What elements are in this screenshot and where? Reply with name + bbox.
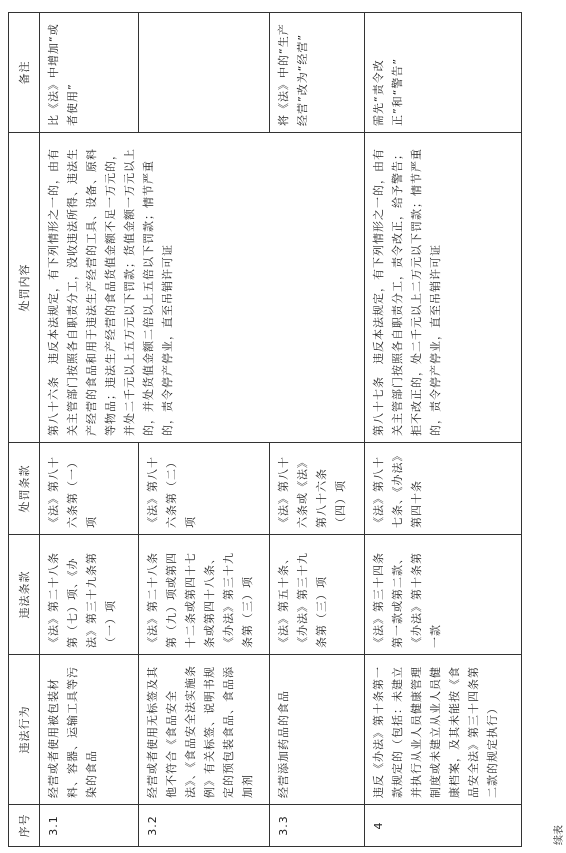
cell-penalty: 《法》第八十六条或《法》第八十六条（四）项 xyxy=(270,443,365,535)
penalty-table xyxy=(8,12,522,847)
cell-seq: 3.3 xyxy=(270,805,365,847)
header-violation: 违法条款 xyxy=(9,535,40,655)
header-penalty: 处罚条款 xyxy=(9,443,40,535)
cell-remark: 将《法》中的“生产经营”改为“经营” xyxy=(270,13,365,133)
cell-violation: 《法》第五十条、《办法》第三十九条第（三）项 xyxy=(270,535,365,655)
cell-behavior: 违反《办法》第十条第一款规定的（包括：未建立并执行从业人员健康管理制度或未建立从业人员健康档案，及其未能按《食品安全法》第三十四条第二款的规定执行） xyxy=(365,655,522,805)
table-row xyxy=(365,13,522,847)
cell-content: 第八十七条 违反本法规定，有下列情形之一的，由有关主管部门按照各自职责分工，责令改正，给予警告；拒不改正的，处二千元以上二万元以下罚款；情节严重的，责令停产停业，直至吊销许可证 xyxy=(365,133,522,443)
cell-remark: 比《法》中增加“或者使用” xyxy=(40,13,139,133)
cell-seq: 3.1 xyxy=(40,805,139,847)
header-row xyxy=(9,13,40,847)
header-behavior: 违法行为 xyxy=(9,655,40,805)
cell-penalty: 《法》第八十六条第（一）项 xyxy=(40,443,139,535)
cell-behavior: 经营或者使用无标签及其他不符合《食品安全法》、《食品安全法实施条例》有关标签、说明书规定的预包装食品、食品添加剂 xyxy=(139,655,270,805)
cell-seq: 3.2 xyxy=(139,805,270,847)
cell-penalty: 《法》第八十六条第（二）项 xyxy=(139,443,270,535)
header-remark: 备注 xyxy=(9,13,40,133)
cell-penalty: 《法》第八十七条、《办法》第四十条 xyxy=(365,443,522,535)
cell-violation: 《法》第二十八条第（七）项、《办法》第三十九条第（一）项 xyxy=(40,535,139,655)
cell-seq: 4 xyxy=(365,805,522,847)
cell-remark: 需先“责令改正”和“警告” xyxy=(365,13,522,133)
cell-violation: 《法》第二十八条第（九）项或第四十二条或第四十七条或第四十八条、《办法》第三十九条第（三）项 xyxy=(139,535,270,655)
cell-remark xyxy=(139,13,270,133)
table-caption: 续表 xyxy=(554,825,565,845)
cell-behavior: 经营添加药品的食品 xyxy=(270,655,365,805)
header-seq: 序号 xyxy=(9,805,40,847)
header-content: 处罚内容 xyxy=(9,133,40,443)
cell-behavior: 经营或者使用被包装材料、容器、运输工具等污染的食品 xyxy=(40,655,139,805)
cell-content: 第八十六条 违反本法规定，有下列情形之一的，由有关主管部门按照各自职责分工，没收违法所得、违法生产经营的食品和用于违法生产经营的工具、设备、原料等物品；违法生产经营的食品货值金额不足一万元的，并处二千元以上五万元以下罚款；货值金额一万元以上的，并处货值金额二倍以上五倍以下罚款；情节严重的，责令停产停业，直至吊销许可证 xyxy=(40,133,365,443)
cell-violation: 《法》第三十四条第一款或第二款、《办法》第十条第一款 xyxy=(365,535,522,655)
table-row xyxy=(40,13,139,847)
